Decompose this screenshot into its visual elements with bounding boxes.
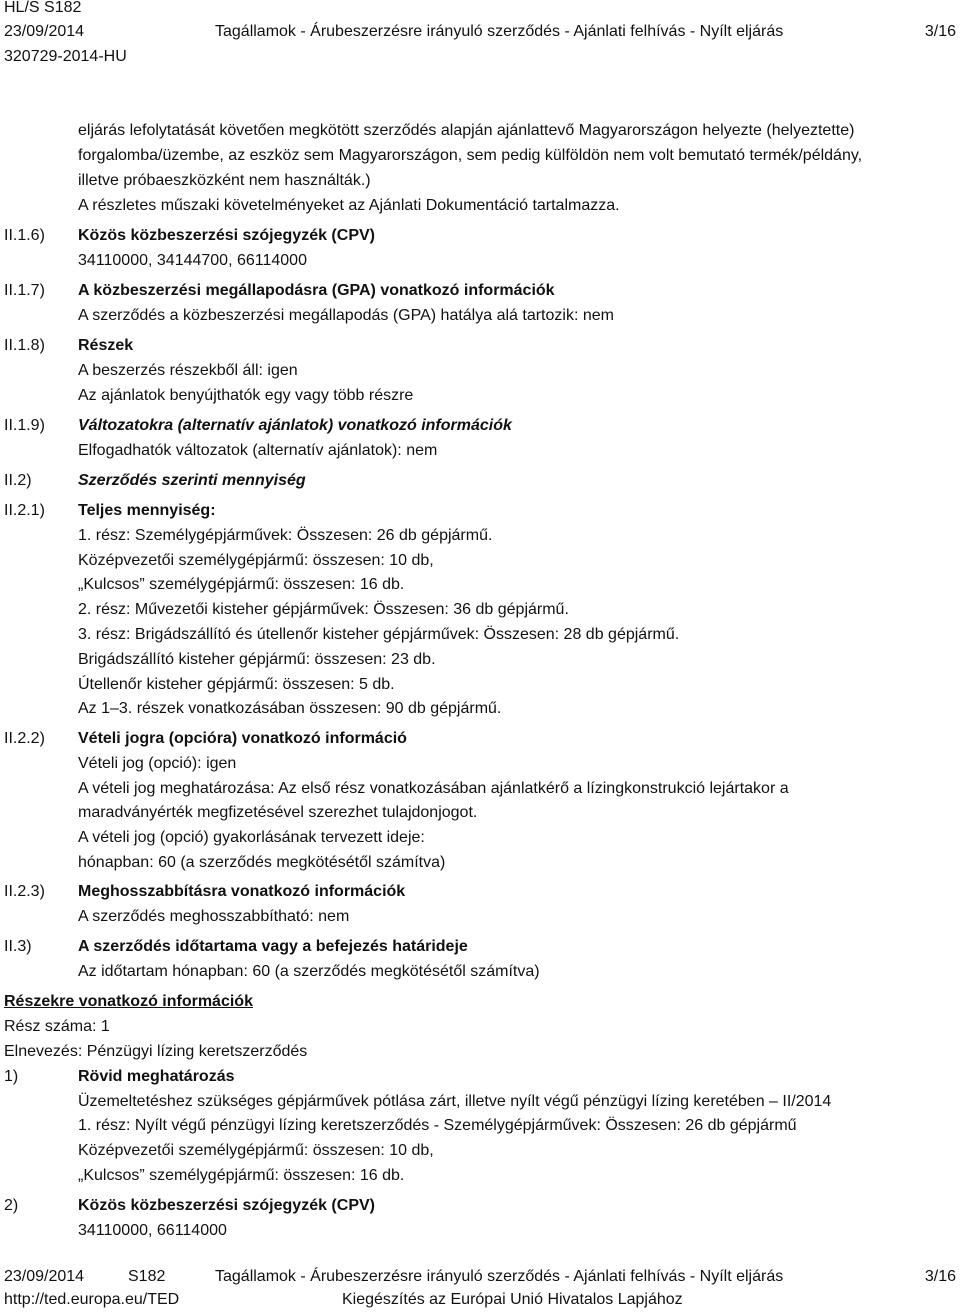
- cpv-codes: 34110000, 66114000: [78, 1222, 227, 1239]
- section-number: II.3): [4, 938, 32, 955]
- intro-line: eljárás lefolytatását követően megkötött szerződés alapján ajánlattevő Magyarországon helyezte (helyeztette): [78, 122, 855, 139]
- section-text: A szerződés a közbeszerzési megállapodás (GPA) hatálya alá tartozik: nem: [78, 307, 614, 324]
- section-number: II.2.1): [4, 502, 45, 519]
- quantity-line: 2. rész: Művezetői kisteher gépjárművek: Összesen: 36 db gépjármű.: [78, 601, 569, 618]
- header-date: 23/09/2014: [4, 23, 85, 40]
- quantity-line: Az 1–3. részek vonatkozásában összesen: 90 db gépjármű.: [78, 700, 502, 717]
- section-number: II.2.3): [4, 883, 45, 900]
- cpv-codes: 34110000, 34144700, 66114000: [78, 252, 307, 269]
- intro-line: A részletes műszaki követelményeket az Ajánlati Dokumentáció tartalmazza.: [78, 197, 620, 214]
- doc-code: HL/S S182: [4, 0, 82, 16]
- option-line: maradványérték megfizetésével szerezhet tulajdonjogot.: [78, 804, 478, 821]
- intro-line: illetve próbaeszközként nem használták.): [78, 172, 371, 189]
- section-text: A beszerzés részekből áll: igen: [78, 362, 298, 379]
- header-page: 3/16: [924, 23, 956, 40]
- item-line: 1. rész: Nyílt végű pénzügyi lízing keretszerződés - Személygépjárművek: Összesen: 26 db gépjármű: [78, 1117, 797, 1134]
- header-title: Tagállamok - Árubeszerzésre irányuló szerződés - Ajánlati felhívás - Nyílt eljárás: [215, 23, 784, 40]
- quantity-line: Útellenőr kisteher gépjármű: összesen: 5 db.: [78, 676, 395, 693]
- section-number: II.2.2): [4, 730, 45, 747]
- section-text: Elfogadhatók változatok (alternatív ajánlatok): nem: [78, 442, 438, 459]
- section-heading: Meghosszabbításra vonatkozó információk: [78, 883, 406, 900]
- section-text: A szerződés meghosszabbítható: nem: [78, 908, 350, 925]
- header-ref: 320729-2014-HU: [4, 48, 127, 65]
- item-line: „Kulcsos” személygépjármű: összesen: 16 db.: [78, 1167, 405, 1184]
- footer-title: Tagállamok - Árubeszerzésre irányuló szerződés - Ajánlati felhívás - Nyílt eljárás: [215, 1268, 784, 1285]
- section-number: II.1.9): [4, 417, 45, 434]
- item-line: Középvezetői személygépjármű: összesen: 10 db,: [78, 1142, 434, 1159]
- section-heading: Változatokra (alternatív ajánlatok) vonatkozó információk: [78, 417, 512, 434]
- section-number: II.2): [4, 472, 32, 489]
- section-heading: Vételi jogra (opcióra) vonatkozó információ: [78, 730, 407, 747]
- intro-line: forgalomba/üzembe, az eszköz sem Magyarországon, sem pedig külföldön nem volt bemutató termék/példány,: [78, 147, 863, 164]
- footer-code: S182: [128, 1268, 166, 1285]
- section-heading: Közös közbeszerzési szójegyzék (CPV): [78, 227, 375, 244]
- section-text: Az ajánlatok benyújthatók egy vagy több részre: [78, 387, 414, 404]
- item-heading: Közös közbeszerzési szójegyzék (CPV): [78, 1197, 375, 1214]
- quantity-line: Középvezetői személygépjármű: összesen: 10 db,: [78, 552, 434, 569]
- option-line: A vételi jog meghatározása: Az első rész vonatkozásában ajánlatkérő a lízingkonstrukció lejártakor a: [78, 780, 789, 797]
- section-number: II.1.7): [4, 282, 45, 299]
- section-text: Az időtartam hónapban: 60 (a szerződés megkötésétől számítva): [78, 963, 540, 980]
- part-name: Elnevezés: Pénzügyi lízing keretszerződés: [4, 1043, 308, 1060]
- footer-page: 3/16: [924, 1268, 956, 1285]
- section-number: II.1.8): [4, 337, 45, 354]
- item-heading: Rövid meghatározás: [78, 1068, 235, 1085]
- footer-supplement: Kiegészítés az Európai Unió Hivatalos Lapjához: [342, 1291, 683, 1308]
- footer-date: 23/09/2014: [4, 1268, 85, 1285]
- parts-heading: Részekre vonatkozó információk: [4, 993, 253, 1010]
- section-heading: Részek: [78, 337, 134, 354]
- ted-link[interactable]: http://ted.europa.eu/TED: [4, 1291, 180, 1308]
- section-heading: Teljes mennyiség:: [78, 502, 216, 519]
- item-line: Üzemeltetéshez szükséges gépjárművek pótlása zárt, illetve nyílt végű pénzügyi lízing keretében – II/2014: [78, 1093, 832, 1110]
- option-line: Vételi jog (opció): igen: [78, 755, 237, 772]
- section-heading: A szerződés időtartama vagy a befejezés határideje: [78, 938, 468, 955]
- item-number: 2): [4, 1197, 19, 1214]
- quantity-line: Brigádszállító kisteher gépjármű: összesen: 23 db.: [78, 651, 436, 668]
- quantity-line: 1. rész: Személygépjárművek: Összesen: 26 db gépjármű.: [78, 527, 493, 544]
- section-heading: Szerződés szerinti mennyiség: [78, 472, 306, 489]
- option-line: hónapban: 60 (a szerződés megkötésétől számítva): [78, 854, 446, 871]
- section-heading: A közbeszerzési megállapodásra (GPA) vonatkozó információk: [78, 282, 555, 299]
- quantity-line: 3. rész: Brigádszállító és útellenőr kisteher gépjárművek: Összesen: 28 db gépjármű.: [78, 626, 680, 643]
- section-number: II.1.6): [4, 227, 45, 244]
- part-number: Rész száma: 1: [4, 1018, 110, 1035]
- item-number: 1): [4, 1068, 19, 1085]
- quantity-line: „Kulcsos” személygépjármű: összesen: 16 db.: [78, 576, 405, 593]
- option-line: A vételi jog (opció) gyakorlásának tervezett ideje:: [78, 829, 425, 846]
